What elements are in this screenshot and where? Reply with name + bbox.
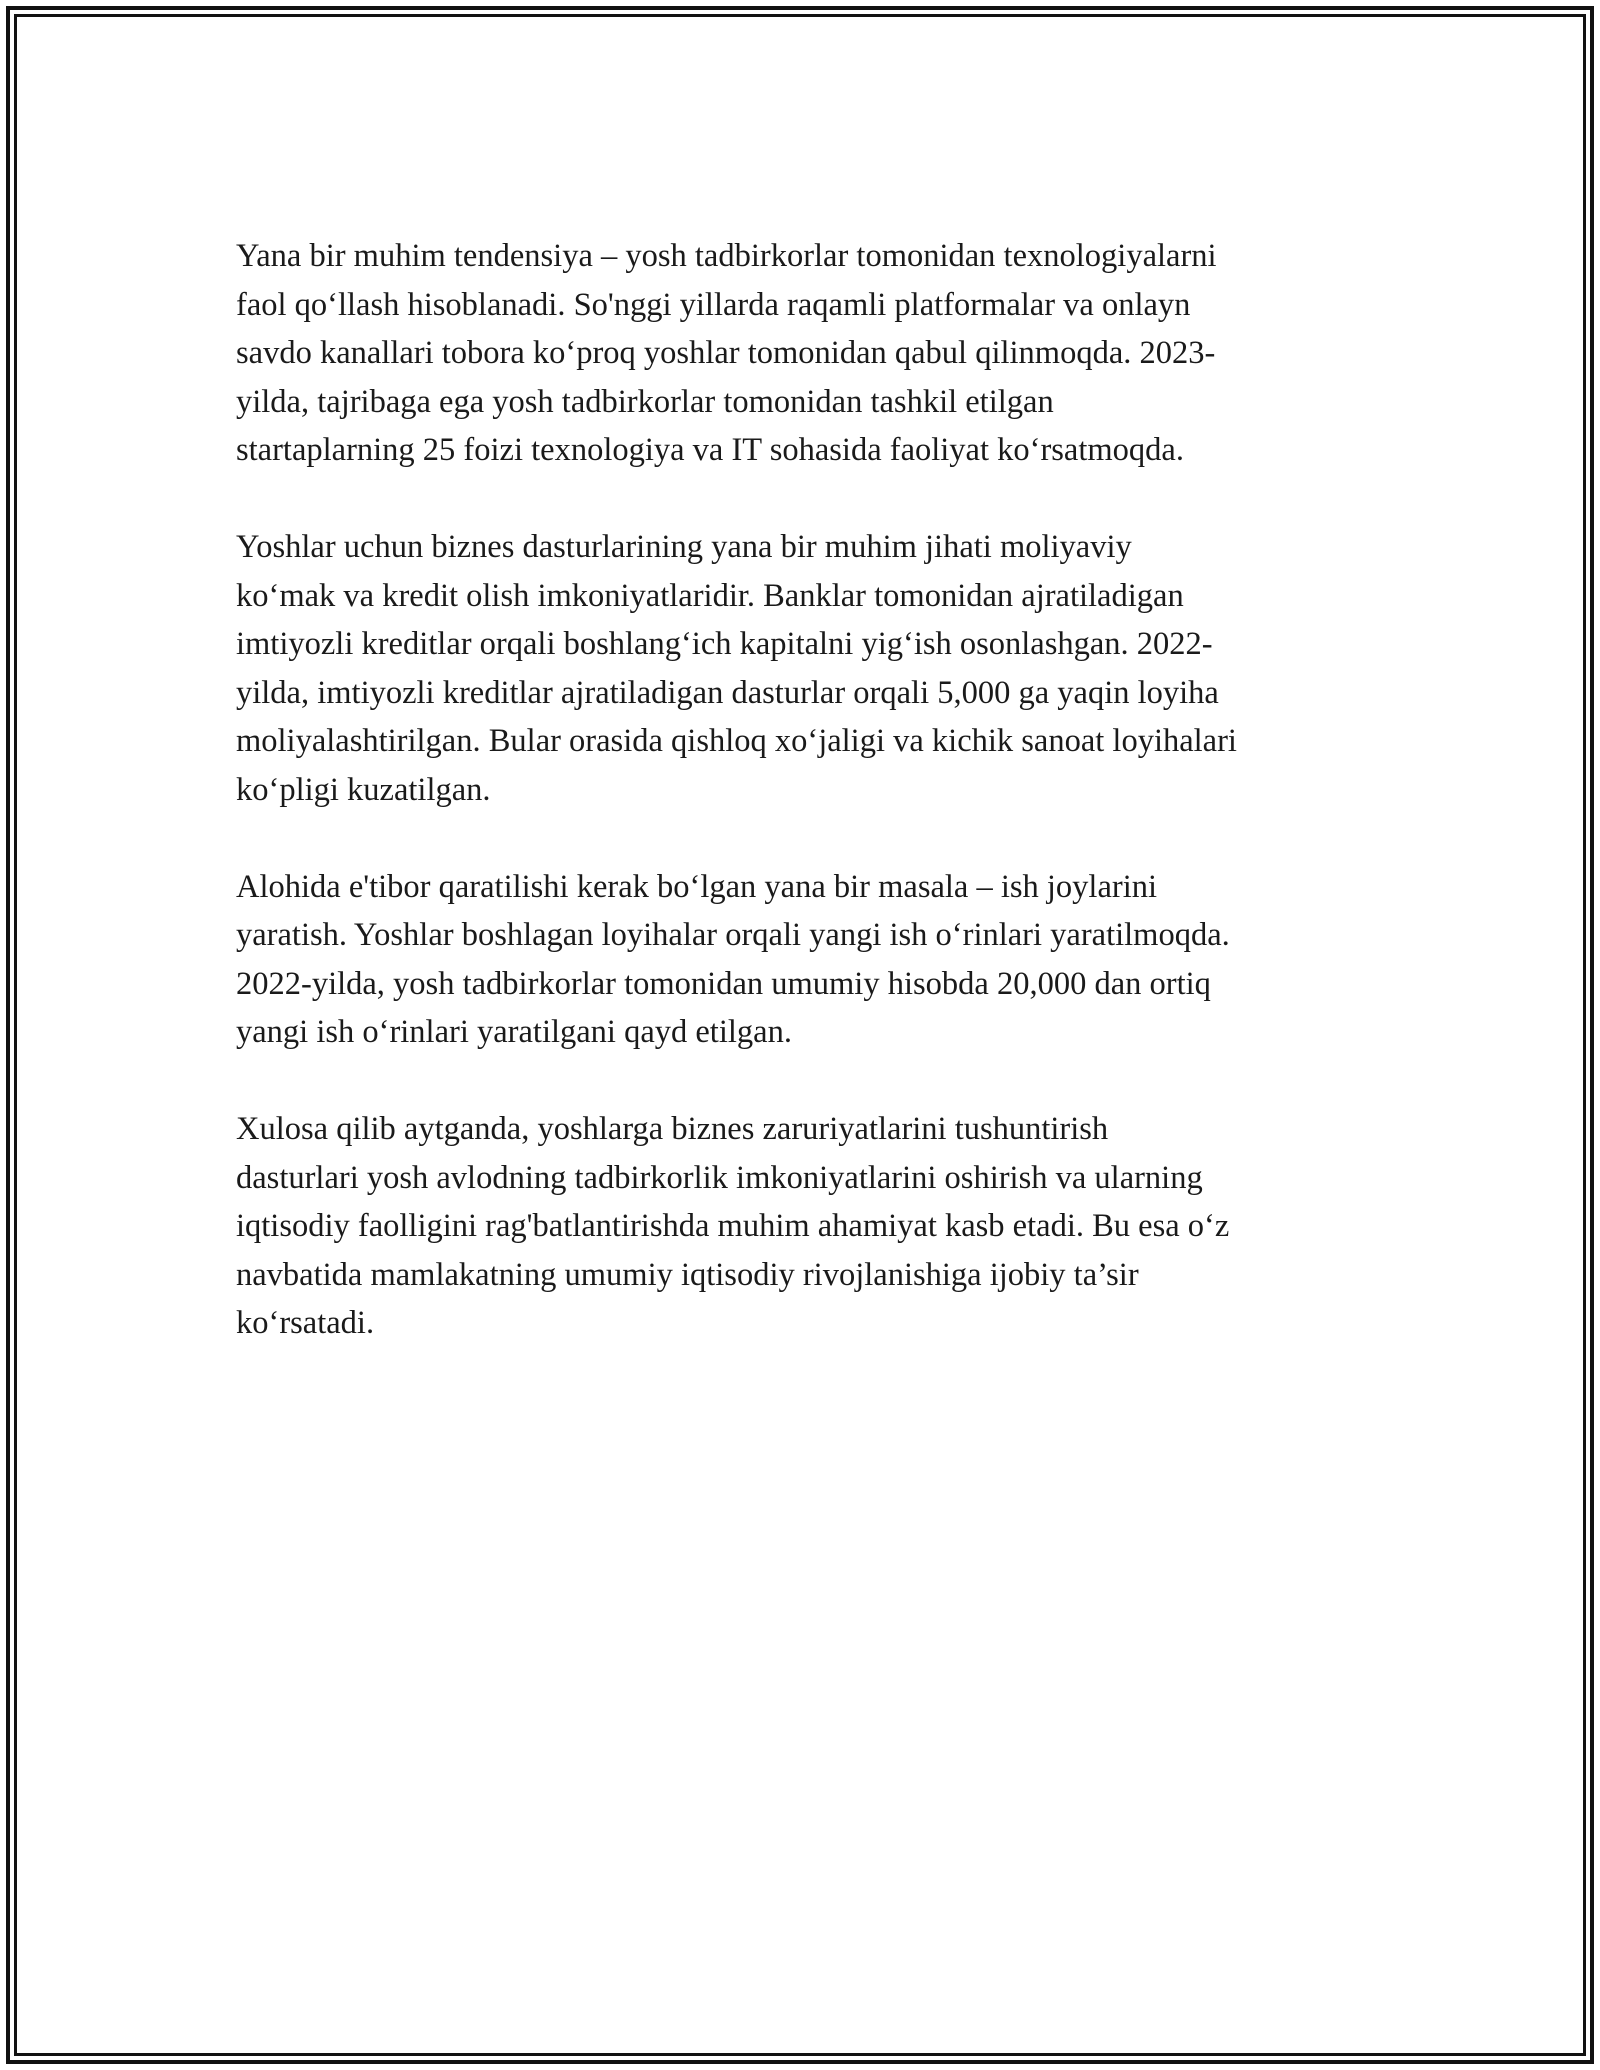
paragraph-technology-trend: Yana bir muhim tendensiya – yosh tadbirkorlar tomonidan texnologiyalarni faol qo‘llash hisoblanadi. So'nggi yillarda raqamli platformalar va onlayn savdo kanallari tobora ko‘proq yoshlar tomonidan qabul qilinmoqda. 2023- yilda, tajribaga ega yosh tadbirkorlar tomonidan tashkil etilgan startaplarning 25 foizi texnologiya va IT sohasida faoliyat ko‘rsatmoqda. — [236, 238, 1217, 468]
paragraph-conclusion: Xulosa qilib aytganda, yoshlarga biznes zaruriyatlarini tushuntirish dasturlari yosh avlodning tadbirkorlik imkoniyatlarini oshirish va ularning iqtisodiy faolligini rag'batlantirishda muhim ahamiyat kasb etadi. Bu esa o‘z navbatida mamlakatning umumiy iqtisodiy rivojlanishiga ijobiy ta’sir ko‘rsatadi. — [236, 1111, 1230, 1341]
document-body — [236, 232, 1376, 1396]
paragraph-job-creation: Alohida e'tibor qaratilishi kerak bo‘lgan yana bir masala – ish joylarini yaratish. Yoshlar boshlagan loyihalar orqali yangi ish o‘rinlari yaratilmoqda. 2022-yilda, yosh tadbirkorlar tomonidan umumiy hisobda 20,000 dan ortiq yangi ish o‘rinlari yaratilgani qayd etilgan. — [236, 868, 1230, 1050]
paragraph-financial-support: Yoshlar uchun biznes dasturlarining yana bir muhim jihati moliyaviy ko‘mak va kredit olish imkoniyatlaridir. Banklar tomonidan ajratiladigan imtiyozli kreditlar orqali boshlang‘ich kapitalni yig‘ish osonlashgan. 2022- yilda, imtiyozli kreditlar ajratiladigan dasturlar orqali 5,000 ga yaqin loyiha moliyalashtirilgan. Bular orasida qishloq xo‘jaligi va kichik sanoat loyihalari ko‘pligi kuzatilgan. — [236, 529, 1237, 808]
